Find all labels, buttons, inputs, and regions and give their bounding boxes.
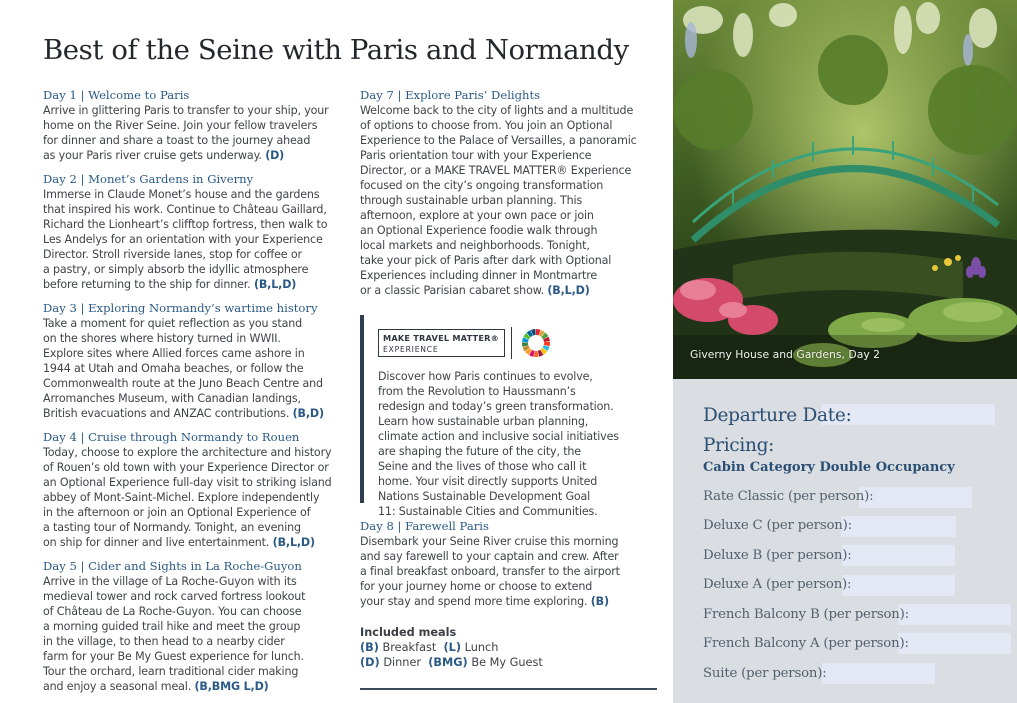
text-line: an Optional Experience foodie walk through	[360, 224, 598, 237]
day-description	[43, 316, 343, 421]
meal-code: (B)	[360, 641, 379, 654]
price-field-deluxe-a[interactable]	[842, 575, 955, 596]
text-line: Les Andelys for an orientation with your Experience	[43, 233, 323, 246]
text-line: a tasting tour of Normandy. Tonight, an evening	[43, 521, 301, 534]
text-line: Today, choose to explore the architecture and history	[43, 446, 332, 459]
included-meals-legend	[360, 625, 650, 670]
day-4	[43, 430, 343, 550]
text-line: before returning to the ship for dinner.	[43, 278, 251, 291]
text-line: take your pick of Paris after dark with Optional	[360, 254, 612, 267]
text-line: Director, or a MAKE TRAVEL MATTER® Experience	[360, 164, 632, 177]
price-row-label: French Balcony A (per person):	[703, 636, 909, 651]
text-line: of Château de La Roche-Guyon. You can choose	[43, 605, 302, 618]
sdg-wheel-segment	[534, 351, 539, 357]
make-travel-matter-callout	[360, 315, 630, 518]
text-line: Arrive in glittering Paris to transfer to your ship, your	[43, 104, 329, 117]
text-line: British evacuations and ANZAC contributions.	[43, 407, 290, 420]
text-line: home on the River Seine. Join your fellow travelers	[43, 119, 318, 132]
text-line: Experience to the Palace of Versailles, a panoramic	[360, 134, 637, 147]
price-row-label: Deluxe C (per person):	[703, 518, 852, 533]
text-line: Take a moment for quiet reflection as you stand	[43, 317, 303, 330]
meals-code: (B,D)	[292, 407, 324, 420]
mtm-description: Discover how Paris continues to evolve, from the Revolution to Haussmann’s redesign and today’s green transformation. Learn how sustainable urban planning, climate action and inclusive social initiatives are shaping the future of the city, the Seine and the lives of those who call it home. Your visit directly supports United Nations Sustainable Development Goal 11: Sustainable Cities and Communities.	[378, 370, 619, 518]
text-line: an Optional Experience full-day visit to striking island	[43, 476, 332, 489]
text-line: 1944 at Utah and Omaha beaches, or follow the	[43, 362, 304, 375]
meals-code: (B,L,D)	[547, 284, 590, 297]
day-description	[360, 534, 650, 609]
text-line: abbey of Mont-Saint-Michel. Explore independently	[43, 491, 320, 504]
day-heading: Day 2 | Monet’s Gardens in Giverny	[43, 172, 254, 186]
text-line: through sustainable urban planning. This	[360, 194, 583, 207]
text-line: a morning guided trail hike and meet the group	[43, 620, 301, 633]
text-line: Explore sites where Allied forces came ashore in	[43, 347, 305, 360]
itinerary-column-left	[43, 88, 343, 703]
meals-code: (B,BMG L,D)	[194, 680, 269, 693]
day-heading: Day 4 | Cruise through Normandy to Rouen	[43, 430, 300, 444]
mtm-badge-title: MAKE TRAVEL MATTER®	[383, 333, 500, 343]
text-line: Arromanches Museum, with Canadian landings,	[43, 392, 301, 405]
text-line: and say farewell to your captain and crew. After	[360, 550, 619, 563]
price-row-label: Suite (per person):	[703, 666, 827, 681]
text-line: local markets and neighborhoods. Tonight,	[360, 239, 590, 252]
meal-label: Be My Guest	[471, 656, 543, 669]
text-line: for dinner and share a toast to the journey ahead	[43, 134, 311, 147]
text-line: Experiences including dinner in Montmartre	[360, 269, 598, 282]
text-line: afternoon, explore at your own pace or join	[360, 209, 594, 222]
legend-title: Included meals	[360, 626, 457, 639]
text-line: on the shores where history turned in WWII.	[43, 332, 281, 345]
bottom-divider	[360, 688, 657, 690]
price-field-deluxe-c[interactable]	[841, 516, 956, 537]
text-line: focused on the city’s ongoing transformation	[360, 179, 604, 192]
mtm-logo	[378, 327, 630, 359]
mtm-badge-subtitle: EXPERIENCE	[383, 345, 439, 354]
text-line: in the village, to then head to a nearby cider	[43, 635, 285, 648]
day-1	[43, 88, 343, 163]
meal-label: Breakfast	[382, 641, 437, 654]
day-2	[43, 172, 343, 292]
text-line: Arrive in the village of La Roche-Guyon with its	[43, 575, 297, 588]
text-line: of Rouen’s old town with your Experience Director or	[43, 461, 329, 474]
mtm-badge	[378, 329, 505, 357]
meal-code: (L)	[443, 641, 462, 654]
meal-label: Lunch	[464, 641, 499, 654]
meals-code: (D)	[265, 149, 285, 162]
photo-caption: Giverny House and Gardens, Day 2	[690, 348, 881, 361]
text-line: on ship for dinner and live entertainment.	[43, 536, 270, 549]
page-title: Best of the Seine with Paris and Normandy	[43, 34, 629, 66]
text-line: of options to choose from. You join an Optional	[360, 119, 613, 132]
price-field-suite[interactable]	[822, 663, 935, 684]
itinerary-column-right	[360, 88, 650, 307]
meals-code: (B)	[590, 595, 609, 608]
giverny-garden-photo	[673, 0, 1017, 379]
meals-code: (B,L,D)	[272, 536, 315, 549]
meal-code: (D)	[360, 656, 380, 669]
pricing-panel	[673, 379, 1017, 703]
text-line: a pastry, or simply absorb the idyllic atmosphere	[43, 263, 309, 276]
price-row-label: Deluxe A (per person):	[703, 577, 852, 592]
text-line: Disembark your Seine River cruise this morning	[360, 535, 619, 548]
logo-divider	[511, 327, 512, 359]
text-line: Paris orientation tour with your Experience	[360, 149, 592, 162]
text-line: that inspired his work. Continue to Château Gaillard,	[43, 203, 327, 216]
garden-illustration	[673, 0, 1017, 379]
text-line: or a classic Parisian cabaret show.	[360, 284, 544, 297]
legend-row	[360, 655, 650, 670]
price-field-french-balcony-a[interactable]	[898, 633, 1011, 654]
price-row-label: French Balcony B (per person):	[703, 607, 909, 622]
meal-label: Dinner	[383, 656, 422, 669]
text-line: for your journey home or choose to extend	[360, 580, 593, 593]
day-heading: Day 3 | Exploring Normandy’s wartime history	[43, 301, 318, 315]
legend-row	[360, 640, 650, 655]
text-line: medieval tower and rock carved fortress lookout	[43, 590, 306, 603]
price-row-label: Rate Classic (per person):	[703, 489, 874, 504]
day-3	[43, 301, 343, 421]
day-heading: Day 7 | Explore Paris’ Delights	[360, 88, 541, 102]
day-5	[43, 559, 343, 694]
pricing-label: Pricing:	[703, 435, 775, 456]
day-description	[43, 445, 343, 550]
cabin-category-heading: Cabin Category Double Occupancy	[703, 460, 955, 475]
day-heading: Day 8 | Farewell Paris	[360, 519, 489, 533]
text-line: Welcome back to the city of lights and a multitude	[360, 104, 634, 117]
day-8	[360, 519, 650, 609]
text-line: in the afternoon or join an Optional Experience of	[43, 506, 311, 519]
text-line: and enjoy a seasonal meal.	[43, 680, 192, 693]
price-field-rate-classic[interactable]	[859, 487, 972, 508]
meal-code: (BMG)	[428, 656, 468, 669]
departure-date-label: Departure Date:	[703, 405, 852, 426]
day-description	[360, 103, 650, 298]
day-heading: Day 5 | Cider and Sights in La Roche-Guyon	[43, 559, 302, 573]
day-description	[43, 574, 343, 694]
text-line: Director. Stroll riverside lanes, stop for coffee or	[43, 248, 302, 261]
day-heading: Day 1 | Welcome to Paris	[43, 88, 190, 102]
day-description	[43, 103, 343, 163]
day-description	[43, 187, 343, 292]
price-row-label: Deluxe B (per person):	[703, 548, 852, 563]
meals-code: (B,L,D)	[253, 278, 297, 291]
price-field-french-balcony-b[interactable]	[898, 604, 1011, 625]
text-line: Richard the Lionheart’s clifftop fortress, then walk to	[43, 218, 328, 231]
text-line: as your Paris river cruise gets underway.	[43, 149, 262, 162]
sdg-wheel-icon	[521, 328, 551, 358]
text-line: Immerse in Claude Monet’s house and the gardens	[43, 188, 320, 201]
text-line: farm for your Be My Guest experience for lunch.	[43, 650, 304, 663]
day-7	[360, 88, 650, 298]
text-line: Commonwealth route at the Juno Beach Centre and	[43, 377, 323, 390]
text-line: your stay and spend more time exploring.	[360, 595, 588, 608]
text-line: a final breakfast onboard, transfer to the airport	[360, 565, 620, 578]
text-line: Tour the orchard, learn traditional cider making	[43, 665, 299, 678]
price-field-deluxe-b[interactable]	[842, 545, 955, 566]
